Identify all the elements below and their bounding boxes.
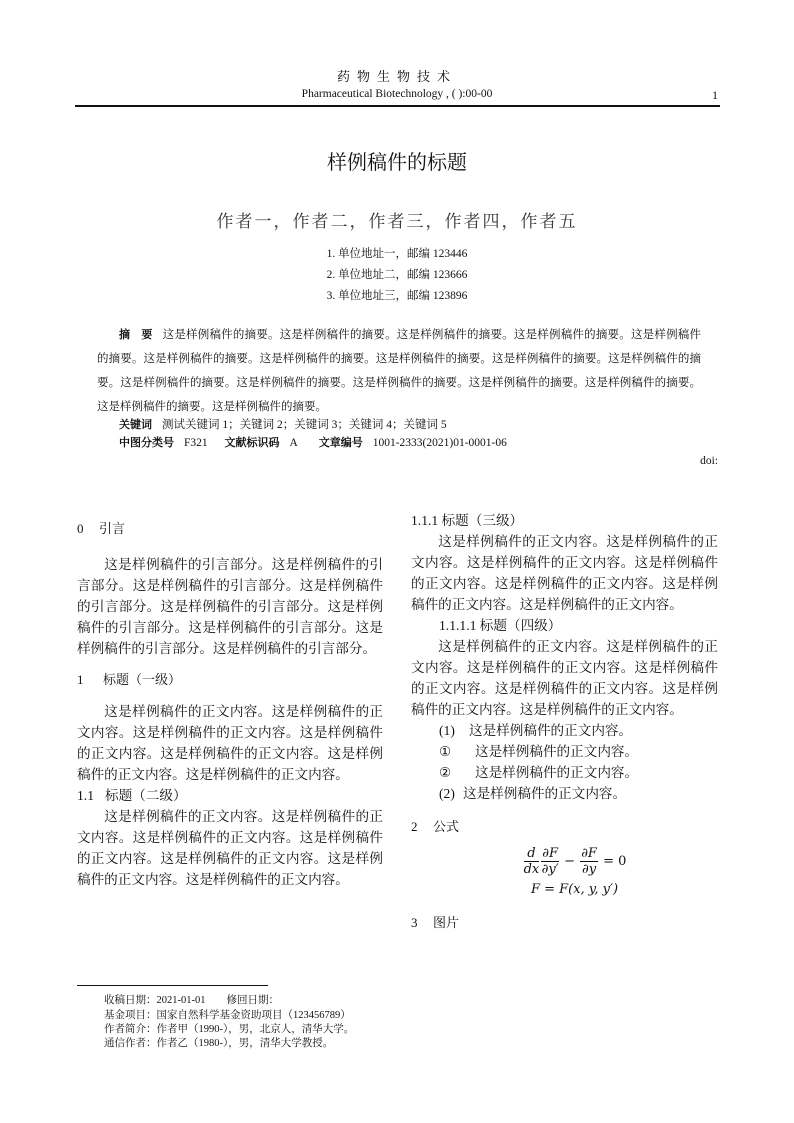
keywords-text: 测试关键词 1；关键词 2；关键词 3；关键词 4；关键词 5	[162, 419, 447, 431]
footnote-rule	[77, 985, 268, 986]
doc-code-label: 文献标识码	[224, 436, 280, 449]
journal-name-en: Pharmaceutical Biotechnology , ( ):00-00	[301, 88, 493, 100]
paragraph: 这是样例稿件的正文内容。这是样例稿件的正文内容。这是样例稿件的正文内容。这是样例稿件的正文内容。这是样例稿件的正文内容。这是样例稿件的正文内容。这是样例稿件的正文内容。	[411, 639, 718, 717]
classification	[119, 434, 507, 450]
affiliation: 2. 单位地址二，邮编 123666	[326, 269, 468, 281]
clc-value: F321	[184, 437, 208, 449]
keywords	[119, 416, 447, 432]
footnote-corresponding: 通信作者：作者乙（1980-），男，清华大学教授。	[104, 1038, 334, 1049]
keywords-label: 关键词	[119, 418, 152, 431]
doi: doi:	[700, 455, 718, 467]
section-heading: 1 标题（一级）	[77, 672, 182, 688]
abstract	[97, 323, 701, 419]
list-item: (1) 这是样例稿件的正文内容。	[439, 723, 633, 738]
journal-name-cn: 药物生物技术	[336, 69, 457, 84]
list-item: ② 这是样例稿件的正文内容。	[439, 765, 639, 780]
list-item: ① 这是样例稿件的正文内容。	[439, 744, 639, 759]
section-heading: 2 公式	[411, 819, 460, 835]
paragraph: 这是样例稿件的正文内容。这是样例稿件的正文内容。这是样例稿件的正文内容。这是样例稿件的正文内容。这是样例稿件的正文内容。这是样例稿件的正文内容。这是样例稿件的正文内容。	[411, 534, 718, 612]
authors: 作者一，作者二，作者三，作者四，作者五	[216, 212, 578, 232]
section-heading: 3 图片	[411, 915, 460, 931]
doc-code-value: A	[289, 437, 298, 449]
list-item: (2) 这是样例稿件的正文内容。	[439, 786, 627, 801]
section-heading: 0 引言	[77, 521, 126, 537]
abstract-text: 这是样例稿件的摘要。这是样例稿件的摘要。这是样例稿件的摘要。这是样例稿件的摘要。这是样例稿件的摘要。这是样例稿件的摘要。这是样例稿件的摘要。这是样例稿件的摘要。这是样例稿件的摘要。这是样例稿件的摘要。这是样例稿件的摘要。这是样例稿件的摘要。这是样例稿件的摘要。这是样例稿件的摘要。这是样例稿件的摘要。这是样例稿件的摘要。这是样例稿件的摘要。	[97, 329, 701, 413]
page-number: 1	[712, 88, 718, 102]
affiliation: 1. 单位地址一，邮编 123446	[326, 248, 468, 260]
paragraph: 这是样例稿件的引言部分。这是样例稿件的引言部分。这是样例稿件的引言部分。这是样例稿件的引言部分。这是样例稿件的引言部分。这是样例稿件的引言部分。这是样例稿件的引言部分。这是样例稿件的引言部分。这是样例稿件的引言部分。	[77, 557, 383, 656]
footnote-received: 收稿日期：2021-01-01 修回日期：	[104, 995, 279, 1006]
paragraph: 这是样例稿件的正文内容。这是样例稿件的正文内容。这是样例稿件的正文内容。这是样例稿件的正文内容。这是样例稿件的正文内容。这是样例稿件的正文内容。这是样例稿件的正文内容。	[77, 809, 383, 887]
affiliation: 3. 单位地址三，邮编 123896	[326, 290, 468, 302]
clc-label: 中图分类号	[119, 436, 174, 449]
left-column	[77, 518, 383, 890]
header-rule	[75, 105, 720, 107]
footnote-fund: 基金项目：国家自然科学基金资助项目（123456789）	[104, 1010, 351, 1021]
paragraph: 这是样例稿件的正文内容。这是样例稿件的正文内容。这是样例稿件的正文内容。这是样例稿件的正文内容。这是样例稿件的正文内容。这是样例稿件的正文内容。这是样例稿件的正文内容。	[77, 704, 383, 782]
equation-2: F = F(x, y, y′)	[530, 882, 619, 897]
article-no-label: 文章编号	[318, 436, 363, 449]
footnote-author: 作者简介：作者甲（1990-），男，北京人，清华大学。	[104, 1024, 355, 1035]
subsubsection-heading: 1.1.1 标题（三级）	[411, 513, 524, 528]
level4-heading: 1.1.1.1 标题（四级）	[439, 618, 562, 633]
subsection-heading: 1.1 标题（二级）	[77, 788, 187, 803]
article-no-value: 1001-2333(2021)01-0001-06	[372, 437, 507, 449]
paper-title: 样例稿件的标题	[327, 150, 467, 174]
abstract-label: 摘 要	[119, 328, 153, 341]
right-column	[411, 510, 718, 934]
equation-1: $\frac{d}{dx}$ $\frac{\partial F}{\partial y'}$ − $\frac{\partial F}{\partial y}$ = 0	[523, 846, 627, 877]
